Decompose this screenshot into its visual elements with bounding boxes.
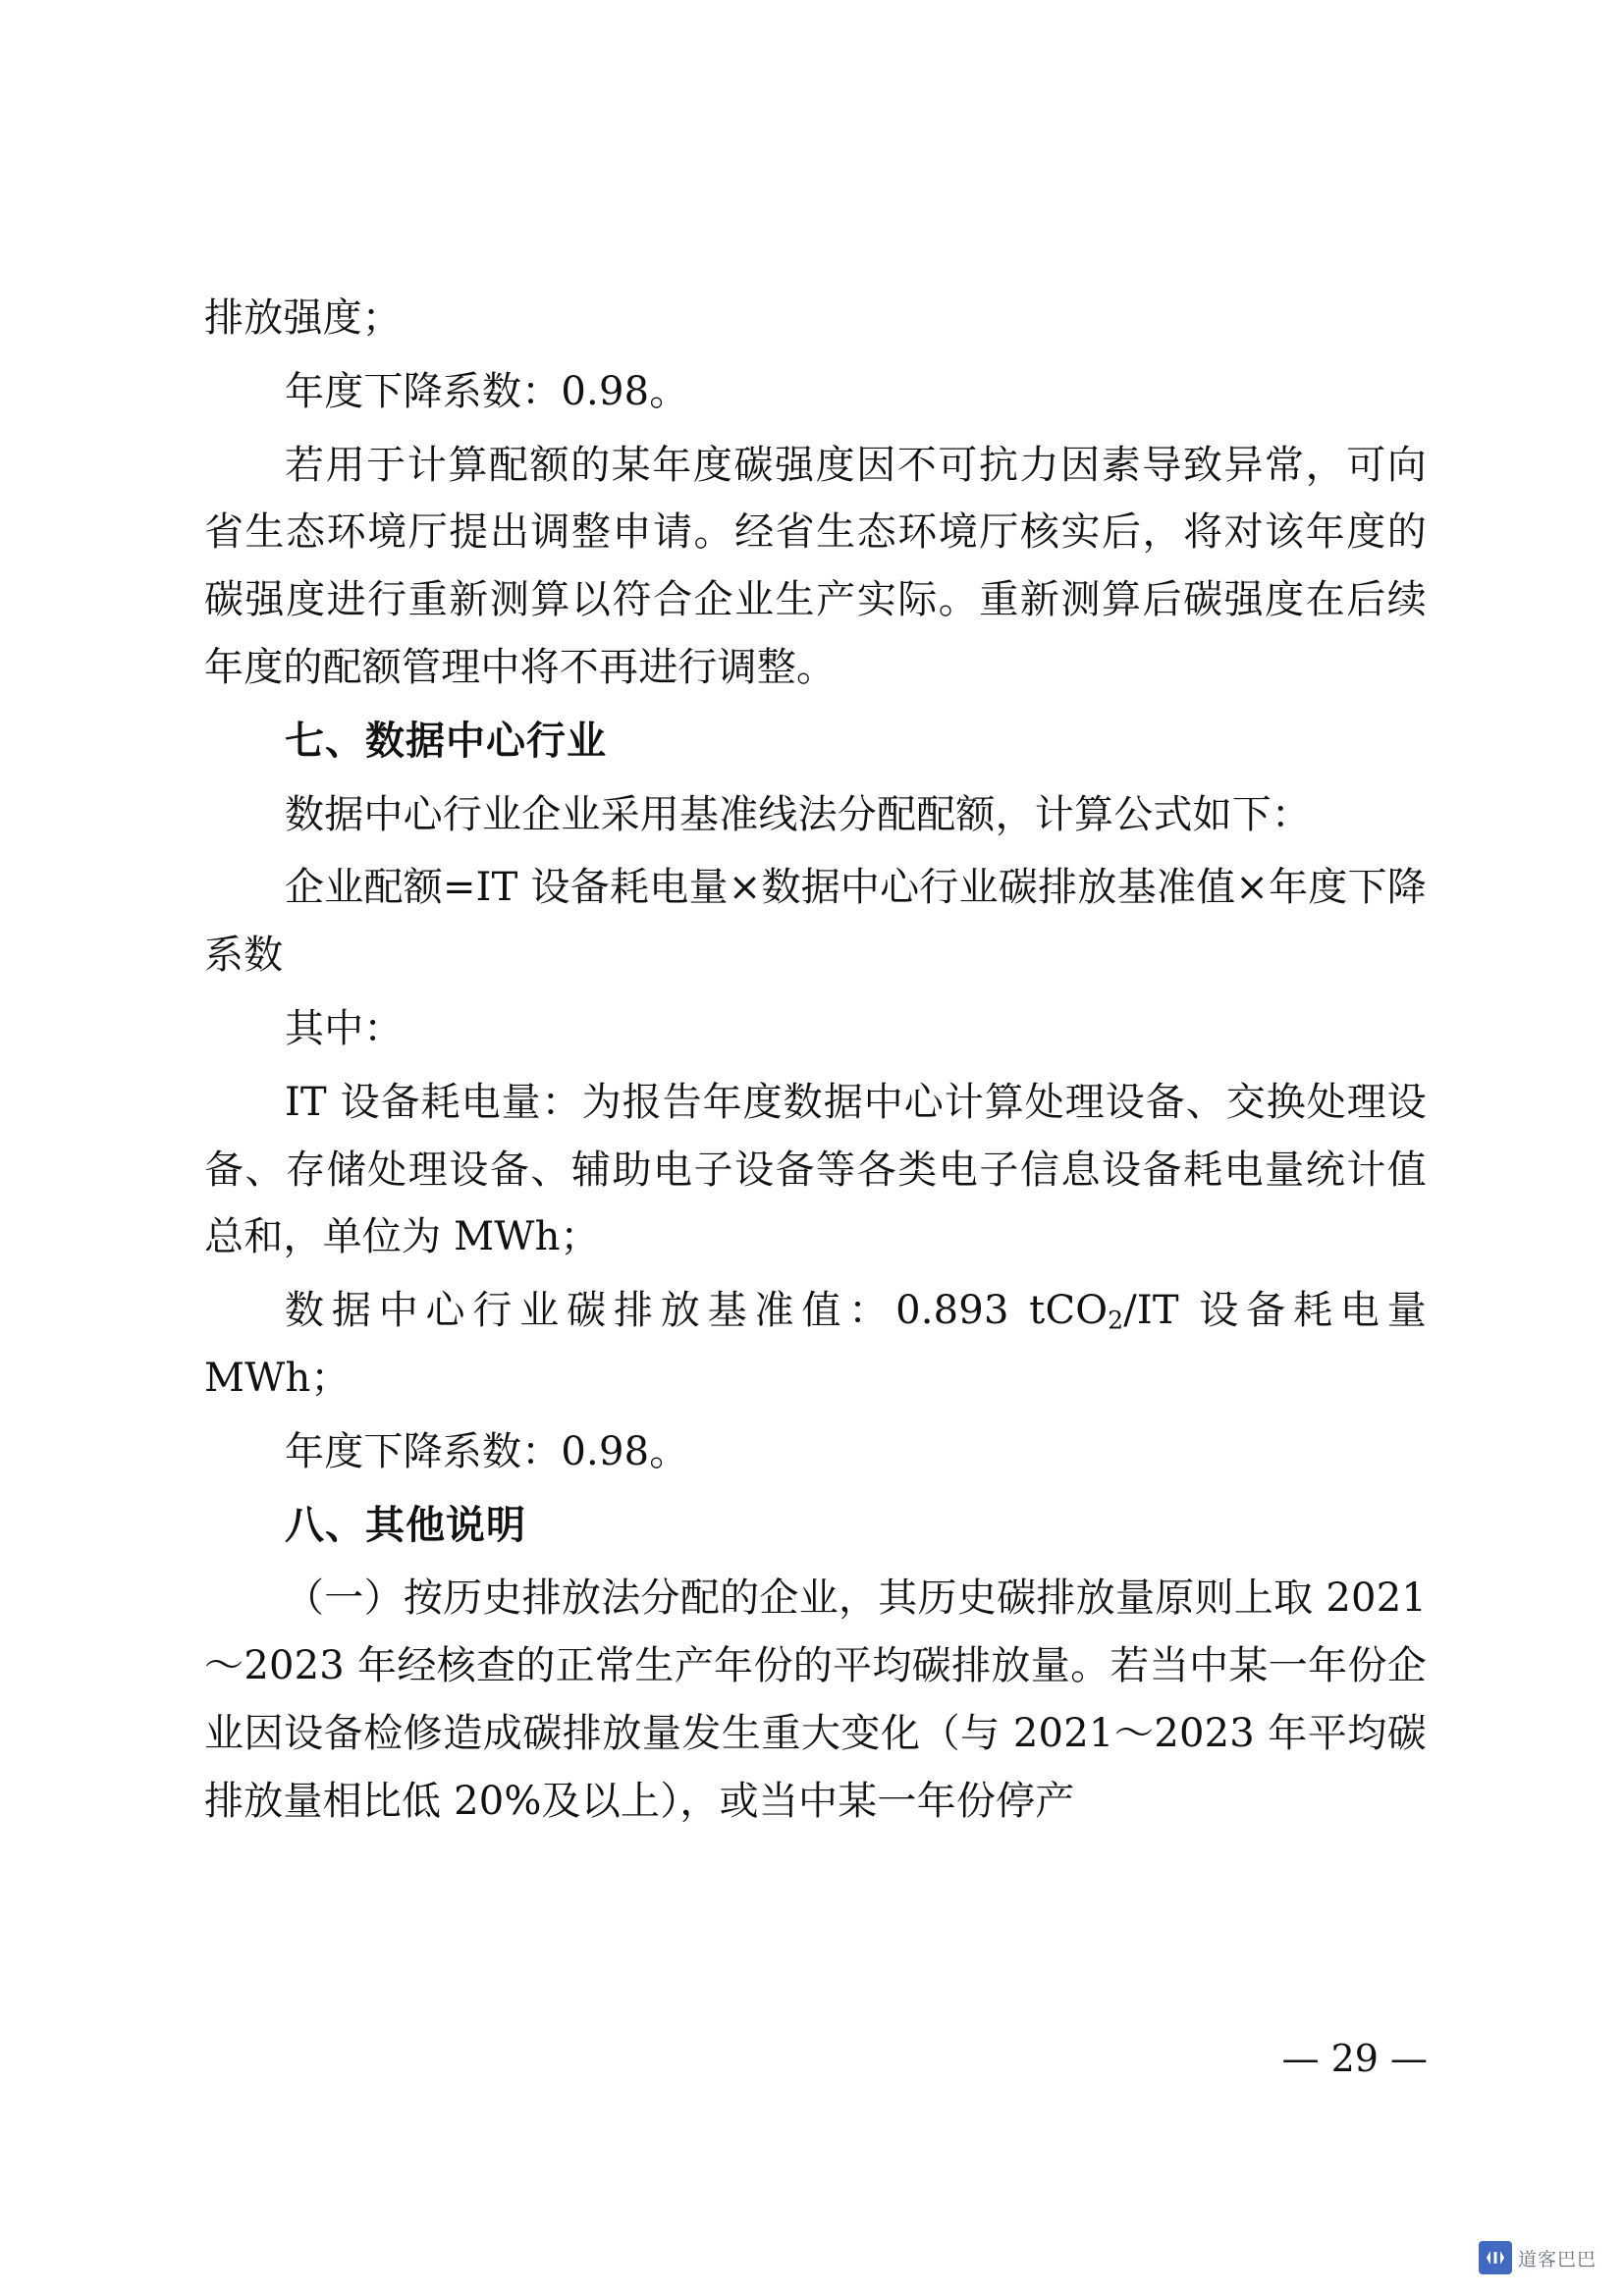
paragraph-emission-intensity: 排放强度； (204, 295, 402, 341)
paragraph-force-majeure-adjustment: 若用于计算配额的某年度碳强度因不可抗力因素导致异常，可向省生态环境厅提出调整申请。经省生态环境厅核实后，将对该年度的碳强度进行重新测算以符合企业生产实际。重新测算后碳强度在后续年度的配额管理中将不再进行调整。 (204, 442, 1427, 690)
benchmark-text-after: /IT 设备耗电量 MWh； (204, 1288, 1427, 1401)
benchmark-text-before: 数据中心行业碳排放基准值：0.893 tCO (285, 1288, 1109, 1334)
document-body (204, 285, 1427, 1842)
paragraph-other-notes-item-one: （一）按历史排放法分配的企业，其历史碳排放量原则上取 2021～2023 年经核查的正常生产年份的平均碳排放量。若当中某一年份企业因设备检修造成碳排放量发生重大变化（与 2021～2023 年平均碳排放量相比低 20%及以上），或当中某一年份停产 (204, 1575, 1427, 1824)
watermark-label: 道客巴巴 (1517, 2248, 1597, 2270)
paragraph-annual-decline-coefficient-2: 年度下降系数：0.98。 (285, 1428, 689, 1474)
page-number: — 29 — (1281, 2037, 1428, 2080)
paragraph-allowance-formula: 企业配额=IT 设备耗电量×数据中心行业碳排放基准值×年度下降系数 (204, 865, 1427, 979)
watermark (1479, 2241, 1597, 2274)
paragraph-it-equipment-power: IT 设备耗电量：为报告年度数据中心计算处理设备、交换处理设备、存储处理设备、辅助电子设备等各类电子信息设备耗电量统计值总和，单位为 MWh； (204, 1079, 1427, 1260)
benchmark-subscript: 2 (1108, 1306, 1124, 1335)
paragraph-benchmark-value (204, 1277, 1427, 1413)
section-heading-seven: 七、数据中心行业 (285, 718, 607, 764)
section-heading-eight: 八、其他说明 (285, 1502, 526, 1548)
paragraph-annual-decline-coefficient-1: 年度下降系数：0.98。 (285, 368, 689, 414)
paragraph-baseline-method-intro: 数据中心行业企业采用基准线法分配配额，计算公式如下： (285, 791, 1312, 837)
paragraph-where: 其中： (285, 1005, 404, 1051)
document-watermark-icon (1479, 2241, 1512, 2274)
